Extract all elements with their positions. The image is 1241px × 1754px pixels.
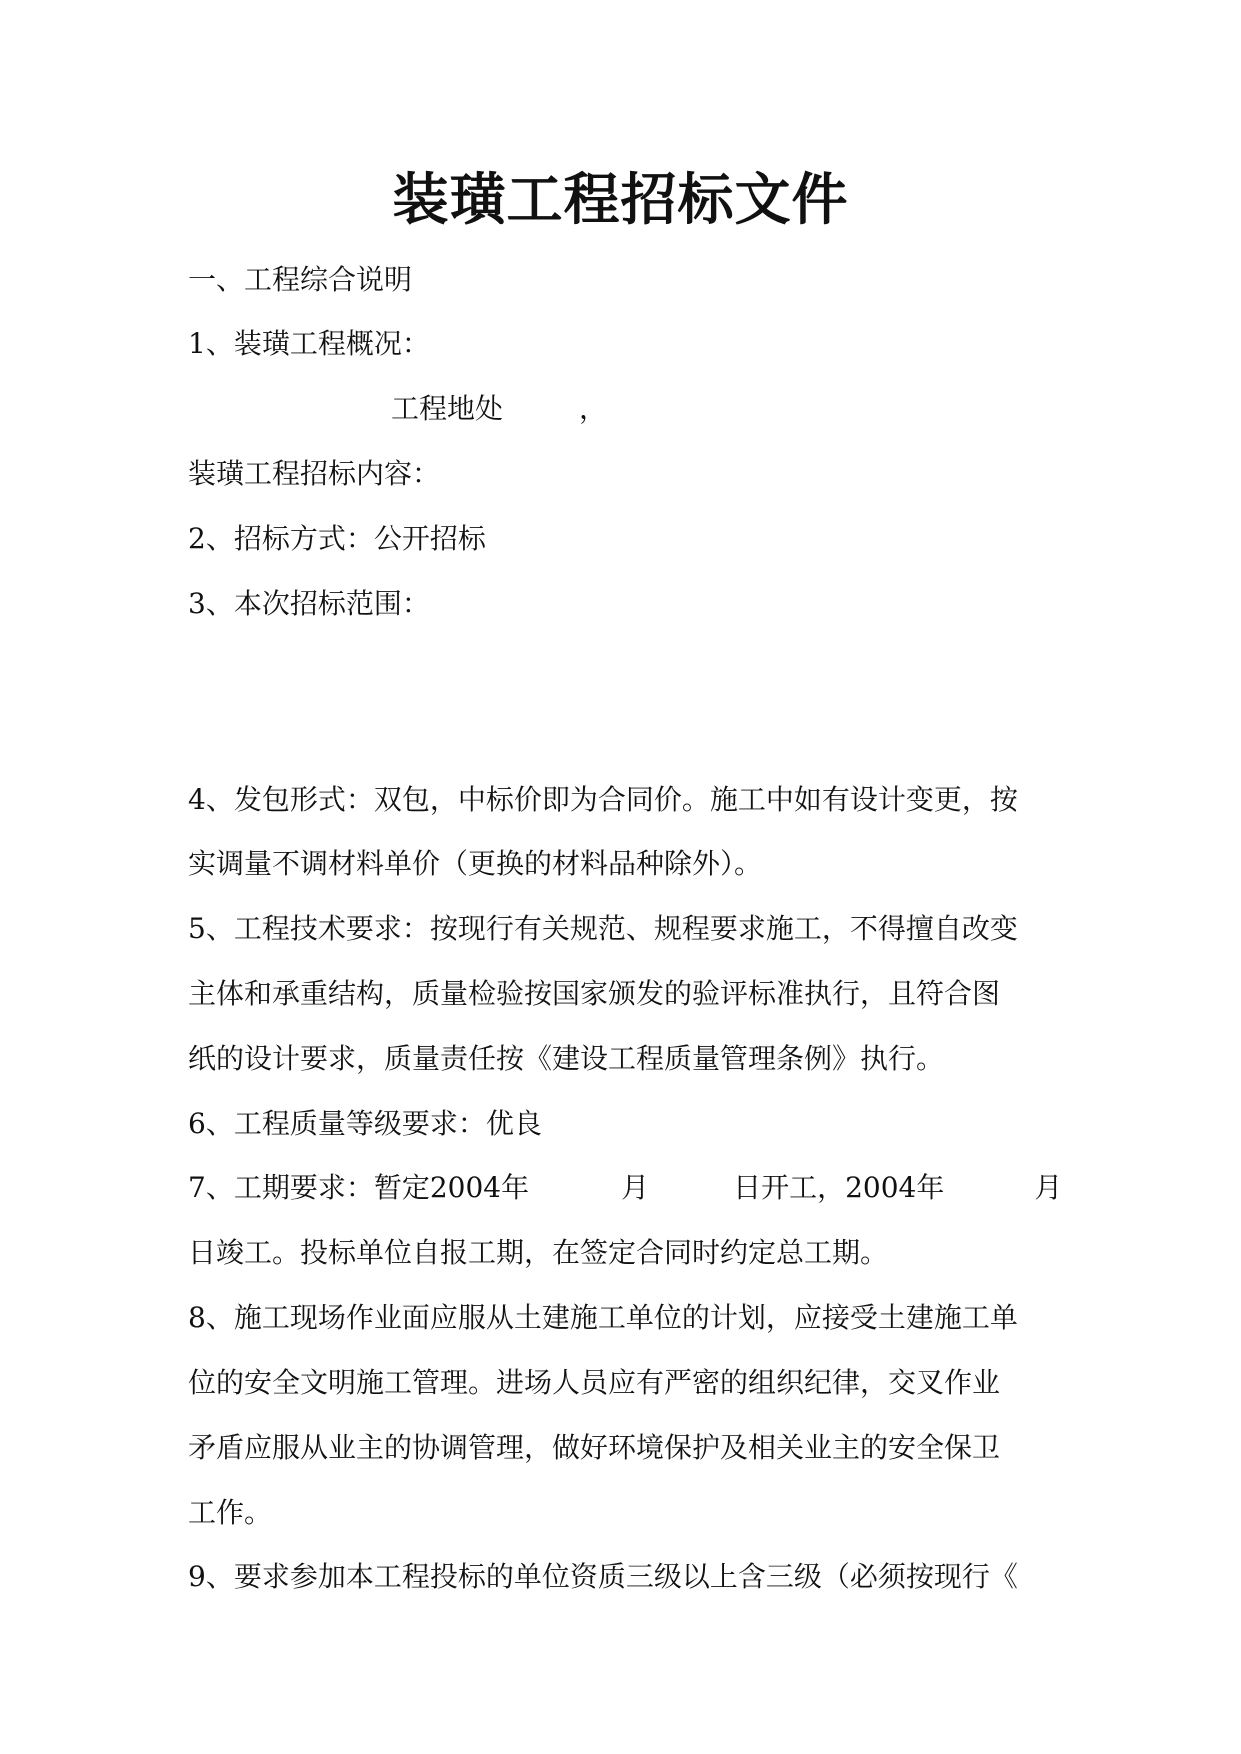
paragraph-line: 主体和承重结构，质量检验按国家颁发的验评标准执行，且符合图	[188, 977, 1001, 1010]
location-label: 工程地处	[391, 392, 504, 425]
paragraph-line: 日竣工。投标单位自报工期，在签定合同时约定总工期。	[188, 1236, 889, 1269]
paragraph-line: 6、工程质量等级要求：优良	[188, 1107, 542, 1140]
schedule-start-year: 7、工期要求：暂定2004年	[188, 1171, 530, 1204]
paragraph-line: 位的安全文明施工管理。进场人员应有严密的组织纪律，交叉作业	[188, 1366, 1001, 1399]
paragraph-line: 纸的设计要求，质量责任按《建设工程质量管理条例》执行。	[188, 1042, 945, 1075]
paragraph-line: 8、施工现场作业面应服从土建施工单位的计划，应接受土建施工单	[188, 1301, 1018, 1334]
document-title: 装璜工程招标文件	[392, 167, 849, 233]
paragraph-line	[188, 1166, 1063, 1210]
paragraph-line: 4、发包形式：双包，中标价即为合同价。施工中如有设计变更，按	[188, 783, 1018, 816]
paragraph-line	[188, 387, 1058, 431]
paragraph-line: 1、装璜工程概况：	[188, 327, 430, 360]
paragraph-line: 装璜工程招标内容：	[188, 457, 441, 490]
schedule-start-month: 月	[621, 1171, 650, 1204]
paragraph-line: 实调量不调材料单价（更换的材料品种除外）。	[188, 847, 763, 880]
schedule-end-month: 月	[1034, 1171, 1063, 1204]
schedule-end-year: 日开工，2004年	[733, 1171, 945, 1204]
section-heading: 一、工程综合说明	[188, 263, 413, 296]
paragraph-line: 2、招标方式：公开招标	[188, 522, 486, 555]
paragraph-line: 9、要求参加本工程投标的单位资质三级以上含三级（必须按现行《	[188, 1560, 1018, 1593]
paragraph-line: 矛盾应服从业主的协调管理，做好环境保护及相关业主的安全保卫	[188, 1431, 1001, 1464]
paragraph-line: 5、工程技术要求：按现行有关规范、规程要求施工，不得擅自改变	[188, 912, 1018, 945]
paragraph-line: 3、本次招标范围：	[188, 587, 430, 620]
location-comma: ，	[579, 392, 608, 425]
paragraph-line: 工作。	[188, 1496, 273, 1529]
